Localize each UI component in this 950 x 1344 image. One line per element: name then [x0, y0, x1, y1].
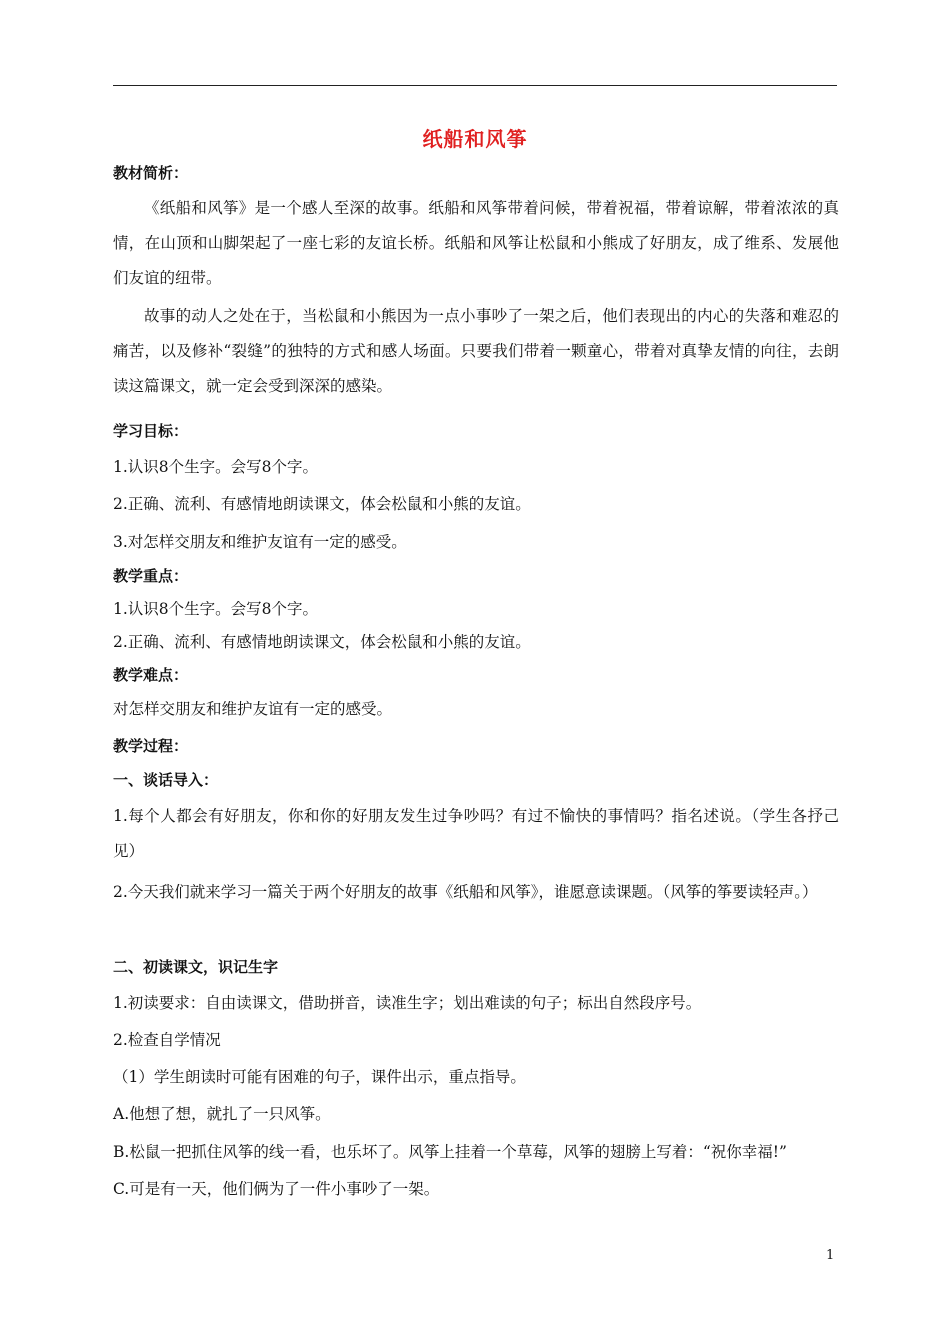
page-number: 1 — [826, 1248, 835, 1263]
sentence-b: B.松鼠一把抓住风筝的线一看，也乐坏了。风筝上挂着一个草莓，风筝的翅膀上写着：“祝你幸福!” — [113, 1143, 787, 1161]
sentence-a: A.他想了想，就扎了一只风筝。 — [113, 1105, 331, 1123]
part2-heading: 二、初读课文，识记生字 — [113, 958, 279, 976]
sentence-c: C.可是有一天，他们俩为了一件小事吵了一架。 — [113, 1180, 440, 1198]
goals-heading: 学习目标： — [113, 422, 189, 440]
goal-item: 1.认识8个生字。会写8个字。 — [113, 458, 319, 476]
process-heading: 教学过程： — [113, 737, 189, 755]
key-points-heading: 教学重点： — [113, 567, 189, 585]
key-point-item: 1.认识8个生字。会写8个字。 — [113, 600, 319, 618]
goal-item: 3.对怎样交朋友和维护友谊有一定的感受。 — [113, 533, 407, 551]
goal-item: 2.正确、流利、有感情地朗读课文，体会松鼠和小熊的友谊。 — [113, 495, 531, 513]
part2-item-1: 1.初读要求：自由读课文，借助拼音，读准生字；划出难读的句子；标出自然段序号。 — [113, 994, 702, 1012]
key-point-item: 2.正确、流利、有感情地朗读课文，体会松鼠和小熊的友谊。 — [113, 633, 531, 651]
difficult-text: 对怎样交朋友和维护友谊有一定的感受。 — [113, 700, 393, 718]
analysis-heading: 教材简析： — [113, 164, 189, 182]
difficult-heading: 教学难点： — [113, 666, 189, 684]
part1-item-1: 1.每个人都会有好朋友，你和你的好朋友发生过争吵吗？有过不愉快的事情吗？指名述说。（学生各抒己见） — [113, 807, 839, 860]
part1-heading: 一、谈话导入： — [113, 771, 219, 789]
document-title: 纸船和风筝 — [422, 127, 528, 151]
part2-item-2: 2.检查自学情况 — [113, 1031, 221, 1049]
analysis-paragraph-1: 《纸船和风筝》是一个感人至深的故事。纸船和风筝带着问候，带着祝福，带着谅解，带着浓浓的真情，在山顶和山脚架起了一座七彩的友谊长桥。纸船和风筝让松鼠和小熊成了好朋友，成了维系、发展他们友谊的纽带。 — [113, 199, 839, 287]
header-rule — [113, 85, 837, 86]
analysis-paragraph-2: 故事的动人之处在于，当松鼠和小熊因为一点小事吵了一架之后，他们表现出的内心的失落和难忍的痛苦，以及修补“裂缝”的独特的方式和感人场面。只要我们带着一颗童心，带着对真挚友情的向往，去朗读这篇课文，就一定会受到深深的感染。 — [113, 307, 839, 395]
part2-item-3: （1）学生朗读时可能有困难的句子，课件出示，重点指导。 — [113, 1068, 526, 1086]
part1-item-2: 2.今天我们就来学习一篇关于两个好朋友的故事《纸船和风筝》，谁愿意读课题。（风筝的筝要读轻声。） — [113, 883, 818, 901]
